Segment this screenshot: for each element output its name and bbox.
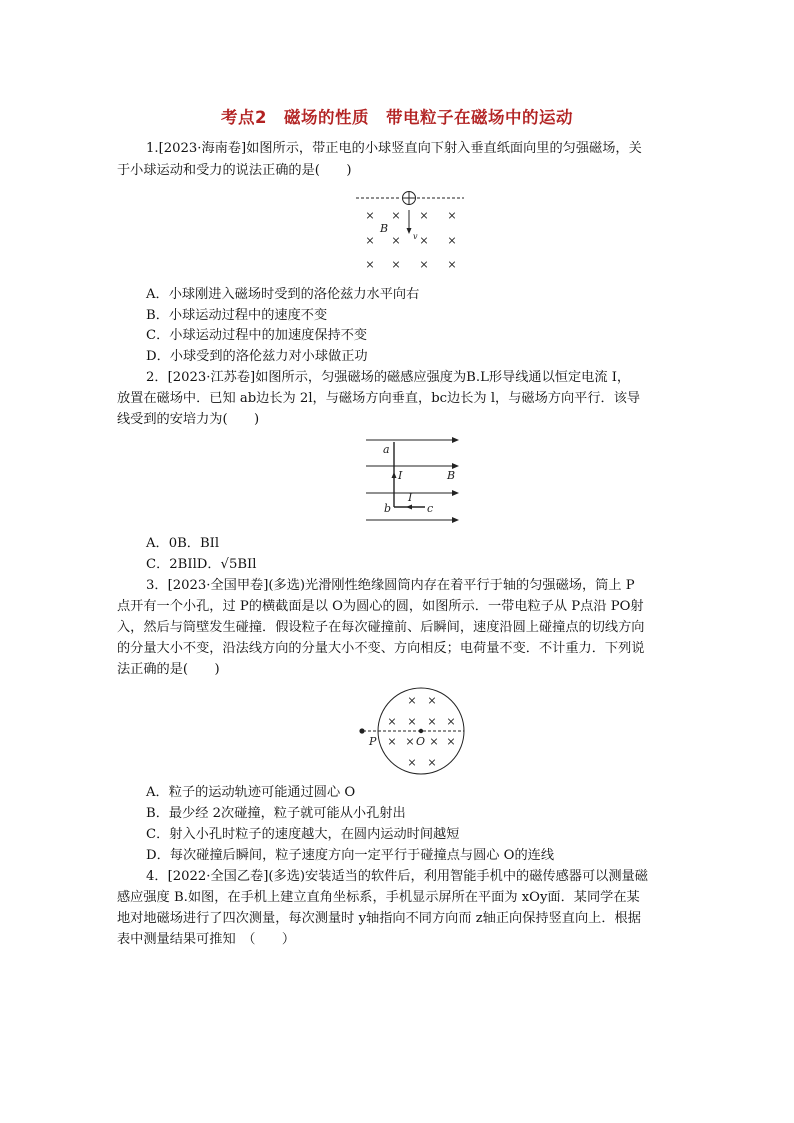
q2-stem-line3: 线受到的安培力为( ) xyxy=(117,412,260,427)
q2-options-row2: C．2BIlD．√5BIl xyxy=(146,557,257,572)
q3-option-c: C．射入小孔时粒子的速度越大，在圆内运动时间越短 xyxy=(146,827,460,842)
field-cross: × xyxy=(447,258,457,271)
label-v: v xyxy=(413,232,418,241)
q3-figure xyxy=(352,684,472,778)
q3-option-b: B．最少经 2次碰撞，粒子就可能从小孔射出 xyxy=(146,806,406,821)
label-b: b xyxy=(384,502,392,515)
field-cross: × xyxy=(391,234,401,247)
q2-stem-line2: 放置在磁场中．已知 ab边长为 2l，与磁场方向垂直，bc边长为 l，与磁场方向平行．该导 xyxy=(117,391,641,406)
label-I-vertical: I xyxy=(398,469,403,482)
field-cross: × xyxy=(391,258,401,271)
q4-stem-line4: 表中测量结果可推知 （ ） xyxy=(117,932,296,947)
field-cross: × xyxy=(407,694,417,707)
field-cross: × xyxy=(419,258,429,271)
field-cross: × xyxy=(447,209,457,222)
label-P: P xyxy=(369,735,377,748)
field-cross: × xyxy=(446,735,456,748)
q1-figure xyxy=(350,188,470,272)
q2-figure xyxy=(360,432,464,526)
q3-option-d: D．每次碰撞后瞬间，粒子速度方向一定平行于碰撞点与圆心 O的连线 xyxy=(146,848,555,863)
q3-stem-line5: 法正确的是( ) xyxy=(117,662,220,677)
label-B: B xyxy=(447,469,456,482)
q2-stem-line1: 2．[2023·江苏卷]如图所示，匀强磁场的磁感应强度为B.L形导线通以恒定电流 I， xyxy=(146,370,631,385)
q3-option-a: A．粒子的运动轨迹可能通过圆心 O xyxy=(146,785,356,800)
field-cross: × xyxy=(365,234,375,247)
label-B: B xyxy=(380,222,389,235)
q1-option-a: A．小球刚进入磁场时受到的洛伦兹力水平向右 xyxy=(146,287,420,302)
q1-option-d: D．小球受到的洛伦兹力对小球做正功 xyxy=(146,349,368,364)
q4-stem-line1: 4．[2022·全国乙卷](多选)安装适当的软件后，利用智能手机中的磁传感器可以测量磁 xyxy=(146,869,648,884)
q3-stem-line2: 点开有一个小孔，过 P的横截面是以 O为圆心的圆，如图所示．一带电粒子从 P点沿 PO射 xyxy=(117,599,644,614)
label-a: a xyxy=(383,443,390,456)
field-cross: × xyxy=(427,694,437,707)
field-cross: × xyxy=(429,735,439,748)
q1-stem-line2: 于小球运动和受力的说法正确的是( ) xyxy=(117,163,352,178)
q3-stem-line4: 的分量大小不变，沿法线方向的分量大小不变、方向相反；电荷量不变．不计重力．下列说 xyxy=(117,641,645,656)
field-cross: × xyxy=(365,209,375,222)
label-c: c xyxy=(427,502,434,515)
field-cross: × xyxy=(387,735,397,748)
label-O: O xyxy=(416,735,426,748)
center-point xyxy=(419,729,423,733)
field-cross: × xyxy=(419,234,429,247)
field-cross: × xyxy=(391,209,401,222)
q2-options-row1: A．0B．BIl xyxy=(146,536,220,551)
sqrt5: √5 xyxy=(220,557,238,572)
field-cross: × xyxy=(419,209,429,222)
label-I-horizontal: I xyxy=(408,491,413,504)
field-cross: × xyxy=(407,715,417,728)
field-cross: × xyxy=(427,715,437,728)
q1-option-b: B．小球运动过程中的速度不变 xyxy=(146,308,328,323)
field-cross: × xyxy=(427,756,437,769)
field-cross: × xyxy=(407,756,417,769)
section-title: 考点2 磁场的性质 带电粒子在磁场中的运动 xyxy=(221,108,573,127)
q3-stem-line1: 3．[2023·全国甲卷](多选)光滑刚性绝缘圆筒内存在着平行于轴的匀强磁场，筒上 P xyxy=(146,578,635,593)
q3-stem-line3: 入，然后与筒壁发生碰撞．假设粒子在每次碰撞前、后瞬间，速度沿圆上碰撞点的切线方向 xyxy=(117,620,645,635)
q4-stem-line3: 地对地磁场进行了四次测量，每次测量时 y轴指向不同方向而 z轴正向保持竖直向上．根据 xyxy=(117,911,641,926)
q1-stem-line1: 1.[2023·海南卷]如图所示，带正电的小球竖直向下射入垂直纸面向里的匀强磁场，关 xyxy=(146,141,642,156)
incoming-particle xyxy=(359,728,364,733)
field-cross: × xyxy=(387,715,397,728)
field-cross: × xyxy=(447,234,457,247)
q1-option-c: C．小球运动过程中的加速度保持不变 xyxy=(146,328,368,343)
q4-stem-line2: 感应强度 B.如图，在手机上建立直角坐标系，手机显示屏所在平面为 xOy面．某同学在某 xyxy=(117,890,640,905)
field-cross: × xyxy=(405,735,415,748)
field-cross: × xyxy=(365,258,375,271)
field-cross: × xyxy=(446,715,456,728)
